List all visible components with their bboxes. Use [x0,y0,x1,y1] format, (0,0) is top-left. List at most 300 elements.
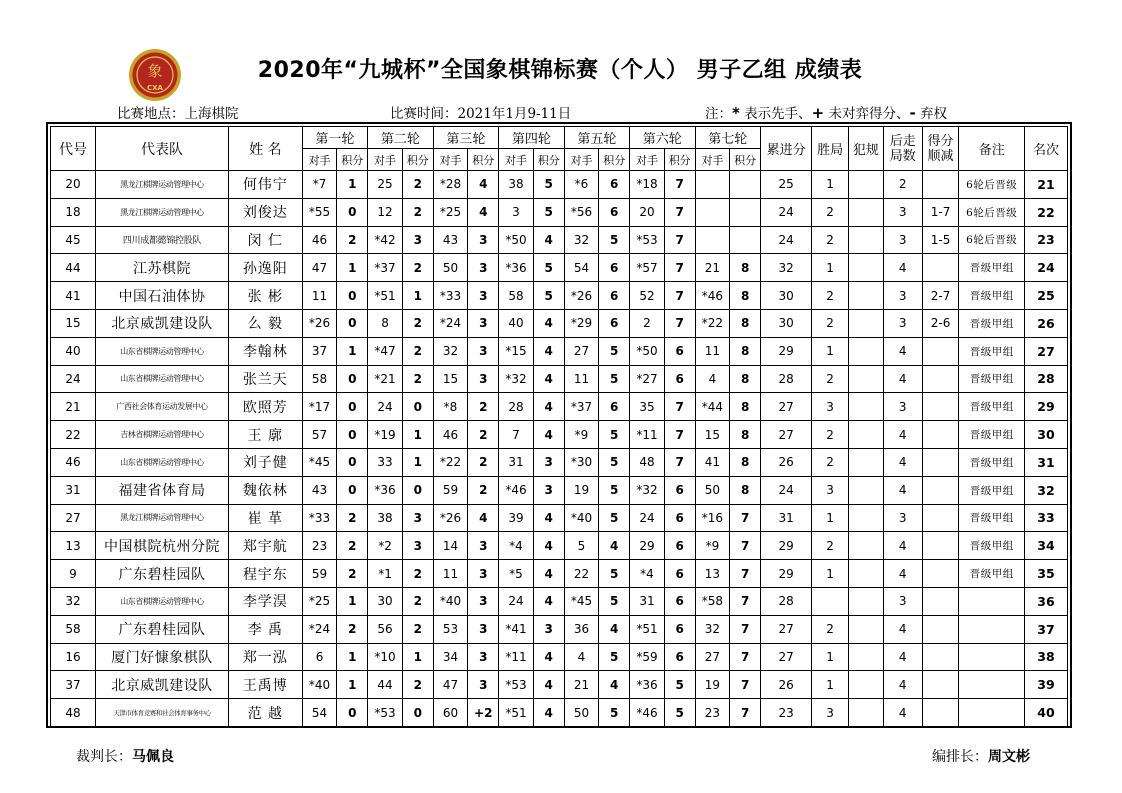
round-3-score: 2 [468,448,499,476]
second-games: 3 [883,504,922,532]
round-1-opponent: 47 [302,254,337,282]
fouls-count [849,282,884,310]
round-4-opponent: *51 [499,699,534,727]
progressive-score: 32 [761,254,812,282]
round-6-score: 6 [664,587,695,615]
remark: 晋级甲组 [959,448,1024,476]
round-7-opponent: 21 [695,254,730,282]
player-name: 闵 仁 [228,226,302,254]
header-score: 积分 [468,149,499,171]
player-code: 13 [51,532,96,560]
team-name: 山东省棋牌运动管理中心 [96,337,229,365]
round-6-opponent: *53 [630,226,665,254]
header-score: 积分 [402,149,433,171]
second-games: 2 [883,171,922,199]
round-7-opponent: 50 [695,476,730,504]
second-games: 4 [883,421,922,449]
player-code: 40 [51,337,96,365]
round-7-score: 8 [730,254,761,282]
round-4-score: 4 [533,365,564,393]
header-round-4: 第四轮 [499,127,564,149]
round-3-score: 3 [468,587,499,615]
progressive-score: 28 [761,587,812,615]
round-4-score: 4 [533,587,564,615]
second-games: 3 [883,226,922,254]
table-row [51,421,1068,449]
round-7-opponent: *9 [695,532,730,560]
fouls-count [849,254,884,282]
round-4-score: 4 [533,309,564,337]
round-2-opponent: 12 [368,198,403,226]
round-6-opponent: *36 [630,671,665,699]
round-3-opponent: *22 [433,448,468,476]
wins-count: 2 [812,532,849,560]
round-3-score: 3 [468,532,499,560]
round-3-opponent: 47 [433,671,468,699]
player-name: 魏依林 [228,476,302,504]
round-5-opponent: *56 [564,198,599,226]
table-row [51,476,1068,504]
round-1-opponent: 11 [302,282,337,310]
header-second-games: 后走局数 [883,127,922,171]
player-code: 58 [51,615,96,643]
round-1-opponent: *7 [302,171,337,199]
header-team: 代表队 [96,127,229,171]
round-5-opponent: 32 [564,226,599,254]
header-opponent: 对手 [564,149,599,171]
round-3-score: 4 [468,504,499,532]
player-code: 46 [51,448,96,476]
progressive-score: 24 [761,198,812,226]
rank: 25 [1024,282,1067,310]
progressive-score: 24 [761,226,812,254]
round-5-score: 4 [599,532,630,560]
round-5-score: 5 [599,587,630,615]
rank: 21 [1024,171,1067,199]
star-meaning: 表示先手、 [739,106,812,122]
player-name: 李学淏 [228,587,302,615]
round-5-score: 4 [599,615,630,643]
header-opponent: 对手 [368,149,403,171]
player-name: 范 越 [228,699,302,727]
note-label: 注： [705,106,732,122]
round-3-score: 3 [468,365,499,393]
round-4-opponent: 28 [499,393,534,421]
remark: 6轮后晋级 [959,226,1024,254]
fouls-count [849,504,884,532]
round-6-opponent: *46 [630,699,665,727]
round-5-opponent: 36 [564,615,599,643]
round-7-score: 8 [730,365,761,393]
round-4-score: 4 [533,671,564,699]
table-row [51,393,1068,421]
round-1-score: 0 [337,448,368,476]
round-3-score: 2 [468,393,499,421]
second-games: 4 [883,615,922,643]
round-3-score: 3 [468,282,499,310]
progressive-score: 25 [761,171,812,199]
team-name: 广东碧桂园队 [96,615,229,643]
player-name: 刘子健 [228,448,302,476]
round-5-score: 4 [599,671,630,699]
round-7-opponent: 4 [695,365,730,393]
wins-count: 2 [812,282,849,310]
round-1-score: 1 [337,171,368,199]
player-name: 李翰林 [228,337,302,365]
round-3-opponent: 50 [433,254,468,282]
round-5-opponent: 11 [564,365,599,393]
round-6-score: 6 [664,504,695,532]
round-6-opponent: 31 [630,587,665,615]
score-deduction [922,671,959,699]
referee-name: 马佩良 [132,749,174,765]
header-score: 积分 [533,149,564,171]
round-4-score: 4 [533,643,564,671]
fouls-count [849,171,884,199]
round-3-score: 2 [468,476,499,504]
round-2-opponent: *10 [368,643,403,671]
round-1-opponent: *40 [302,671,337,699]
player-name: 张 彬 [228,282,302,310]
round-6-opponent: *59 [630,643,665,671]
round-7-score: 7 [730,504,761,532]
round-3-opponent: 34 [433,643,468,671]
round-1-opponent: 58 [302,365,337,393]
table-row [51,226,1068,254]
rank: 33 [1024,504,1067,532]
page-title: 2020年“九城杯”全国象棋锦标赛（个人） 男子乙组 成绩表 [257,58,863,83]
wins-count: 1 [812,643,849,671]
round-5-score: 5 [599,226,630,254]
round-2-opponent: *37 [368,254,403,282]
wins-count: 1 [812,671,849,699]
round-1-score: 2 [337,226,368,254]
round-7-score: 7 [730,587,761,615]
header-progressive: 累进分 [761,127,812,171]
remark: 晋级甲组 [959,309,1024,337]
header-fouls: 犯规 [849,127,884,171]
round-4-score: 4 [533,532,564,560]
minus-meaning: 弃权 [915,106,948,122]
round-5-opponent: 4 [564,643,599,671]
remark: 晋级甲组 [959,504,1024,532]
round-5-opponent: 21 [564,671,599,699]
arranger-signature [932,746,1030,766]
progressive-score: 28 [761,365,812,393]
round-6-score: 6 [664,365,695,393]
round-2-opponent: 33 [368,448,403,476]
round-6-score: 7 [664,171,695,199]
progressive-score: 26 [761,448,812,476]
header-opponent: 对手 [695,149,730,171]
fouls-count [849,421,884,449]
rank: 23 [1024,226,1067,254]
rank: 31 [1024,448,1067,476]
round-5-opponent: *26 [564,282,599,310]
round-6-opponent: *32 [630,476,665,504]
player-code: 45 [51,226,96,254]
round-5-score: 5 [599,448,630,476]
round-2-score: 0 [402,476,433,504]
round-4-opponent: *50 [499,226,534,254]
round-2-score: 2 [402,337,433,365]
header-opponent: 对手 [433,149,468,171]
remark: 晋级甲组 [959,337,1024,365]
second-games: 3 [883,282,922,310]
round-1-opponent: 6 [302,643,337,671]
player-name: 孙逸阳 [228,254,302,282]
round-2-opponent: *21 [368,365,403,393]
round-1-score: 2 [337,504,368,532]
score-deduction [922,393,959,421]
round-4-opponent: *4 [499,532,534,560]
wins-count [812,587,849,615]
team-name: 广西社会体育运动发展中心 [96,393,229,421]
round-6-score: 7 [664,198,695,226]
progressive-score: 26 [761,671,812,699]
remark [959,643,1024,671]
round-1-opponent: *17 [302,393,337,421]
second-games: 4 [883,671,922,699]
table-row [51,532,1068,560]
plus-symbol: + [811,104,825,122]
round-6-opponent: 48 [630,448,665,476]
fouls-count [849,226,884,254]
minus-symbol: - [909,104,916,122]
rank: 37 [1024,615,1067,643]
round-4-score: 3 [533,476,564,504]
round-4-opponent: *15 [499,337,534,365]
round-2-opponent: 44 [368,671,403,699]
rank: 26 [1024,309,1067,337]
header-round-5: 第五轮 [564,127,629,149]
round-1-opponent: *55 [302,198,337,226]
time-info [390,102,571,122]
rank: 24 [1024,254,1067,282]
header-row [51,127,1068,149]
score-deduction [922,476,959,504]
score-deduction [922,699,959,727]
round-2-score: 2 [402,615,433,643]
team-name: 福建省体育局 [96,476,229,504]
round-2-score: 2 [402,254,433,282]
remark: 晋级甲组 [959,365,1024,393]
round-6-score: 7 [664,309,695,337]
round-2-opponent: 8 [368,309,403,337]
results-table [50,126,1068,727]
round-4-opponent: *53 [499,671,534,699]
progressive-score: 29 [761,337,812,365]
round-1-score: 0 [337,282,368,310]
score-deduction [922,421,959,449]
round-2-opponent: 38 [368,504,403,532]
player-code: 18 [51,198,96,226]
table-row [51,254,1068,282]
team-name: 吉林省棋牌运动管理中心 [96,421,229,449]
round-1-score: 0 [337,198,368,226]
team-name: 黑龙江棋牌运动管理中心 [96,198,229,226]
rank: 36 [1024,587,1067,615]
round-4-score: 4 [533,560,564,588]
second-games: 4 [883,699,922,727]
header-round-3: 第三轮 [433,127,498,149]
wins-count: 1 [812,337,849,365]
remark: 晋级甲组 [959,282,1024,310]
round-3-score: 3 [468,226,499,254]
round-1-score: 0 [337,393,368,421]
legend-note [705,102,947,122]
second-games: 3 [883,587,922,615]
round-3-score: 3 [468,309,499,337]
results-table-frame [46,122,1072,728]
round-6-opponent: *51 [630,615,665,643]
second-games: 4 [883,643,922,671]
header-score: 积分 [337,149,368,171]
round-6-score: 6 [664,532,695,560]
round-2-opponent: *36 [368,476,403,504]
score-deduction [922,171,959,199]
round-2-opponent: 56 [368,615,403,643]
round-2-score: 1 [402,643,433,671]
fouls-count [849,615,884,643]
rank: 22 [1024,198,1067,226]
round-7-opponent: 32 [695,615,730,643]
round-6-opponent: *27 [630,365,665,393]
round-7-opponent: 19 [695,671,730,699]
header-code: 代号 [51,127,96,171]
fouls-count [849,198,884,226]
round-4-opponent: 31 [499,448,534,476]
round-6-opponent: 35 [630,393,665,421]
round-3-opponent: *24 [433,309,468,337]
header-opponent: 对手 [302,149,337,171]
player-code: 22 [51,421,96,449]
round-6-opponent: *57 [630,254,665,282]
round-5-opponent: 50 [564,699,599,727]
round-5-score: 5 [599,699,630,727]
round-1-opponent: *26 [302,309,337,337]
score-deduction [922,504,959,532]
score-deduction: 1-7 [922,198,959,226]
round-3-score: 3 [468,337,499,365]
round-2-opponent: 24 [368,393,403,421]
round-7-opponent [695,226,730,254]
player-code: 24 [51,365,96,393]
progressive-score: 23 [761,699,812,727]
score-deduction: 1-5 [922,226,959,254]
round-4-opponent: 40 [499,309,534,337]
wins-count: 2 [812,198,849,226]
progressive-score: 24 [761,476,812,504]
round-2-opponent: *53 [368,699,403,727]
round-5-score: 6 [599,393,630,421]
rank: 35 [1024,560,1067,588]
team-name: 北京威凯建设队 [96,309,229,337]
time-value: 2021年1月9-11日 [457,106,572,122]
player-code: 20 [51,171,96,199]
header-score: 积分 [730,149,761,171]
round-5-score: 5 [599,560,630,588]
round-2-score: 3 [402,504,433,532]
progressive-score: 27 [761,615,812,643]
rank: 34 [1024,532,1067,560]
round-2-opponent: 25 [368,171,403,199]
wins-count: 2 [812,226,849,254]
round-5-score: 5 [599,365,630,393]
player-name: 郑一泓 [228,643,302,671]
second-games: 4 [883,448,922,476]
round-3-opponent: *28 [433,171,468,199]
header-score: 积分 [599,149,630,171]
header-remarks: 备注 [959,127,1024,171]
progressive-score: 31 [761,504,812,532]
round-1-opponent: *45 [302,448,337,476]
time-label: 比赛时间： [390,106,458,122]
header-round-1: 第一轮 [302,127,367,149]
round-1-opponent: *25 [302,587,337,615]
round-7-score: 8 [730,337,761,365]
player-name: 张兰天 [228,365,302,393]
round-7-score: 8 [730,309,761,337]
fouls-count [849,448,884,476]
wins-count: 2 [812,421,849,449]
player-code: 37 [51,671,96,699]
round-5-score: 5 [599,421,630,449]
round-6-score: 7 [664,448,695,476]
round-2-score: 1 [402,282,433,310]
arranger-label: 编排长： [932,749,988,765]
round-7-opponent: 27 [695,643,730,671]
player-name: 么 毅 [228,309,302,337]
round-2-opponent: 30 [368,587,403,615]
wins-count: 1 [812,504,849,532]
team-name: 厦门好慷象棋队 [96,643,229,671]
round-3-score: 3 [468,615,499,643]
round-4-opponent: *41 [499,615,534,643]
fouls-count [849,587,884,615]
referee-label: 裁判长： [76,749,132,765]
wins-count: 3 [812,699,849,727]
round-7-score: 7 [730,532,761,560]
progressive-score: 27 [761,393,812,421]
header-round-2: 第二轮 [368,127,433,149]
round-7-opponent [695,198,730,226]
round-3-opponent: *33 [433,282,468,310]
player-code: 15 [51,309,96,337]
round-3-opponent: 14 [433,532,468,560]
round-4-score: 4 [533,699,564,727]
wins-count: 2 [812,365,849,393]
round-7-score [730,198,761,226]
round-2-opponent: *42 [368,226,403,254]
rank: 30 [1024,421,1067,449]
wins-count: 3 [812,476,849,504]
round-5-score: 6 [599,282,630,310]
round-1-opponent: 57 [302,421,337,449]
score-deduction: 2-6 [922,309,959,337]
round-1-score: 2 [337,615,368,643]
round-6-opponent: *50 [630,337,665,365]
round-2-score: 2 [402,309,433,337]
progressive-score: 29 [761,560,812,588]
remark [959,671,1024,699]
round-6-opponent: 29 [630,532,665,560]
table-row [51,643,1068,671]
table-row [51,504,1068,532]
team-name: 天津市体育竞赛和社会体育事务中心 [96,699,229,727]
round-3-score: 3 [468,254,499,282]
round-5-opponent: 19 [564,476,599,504]
